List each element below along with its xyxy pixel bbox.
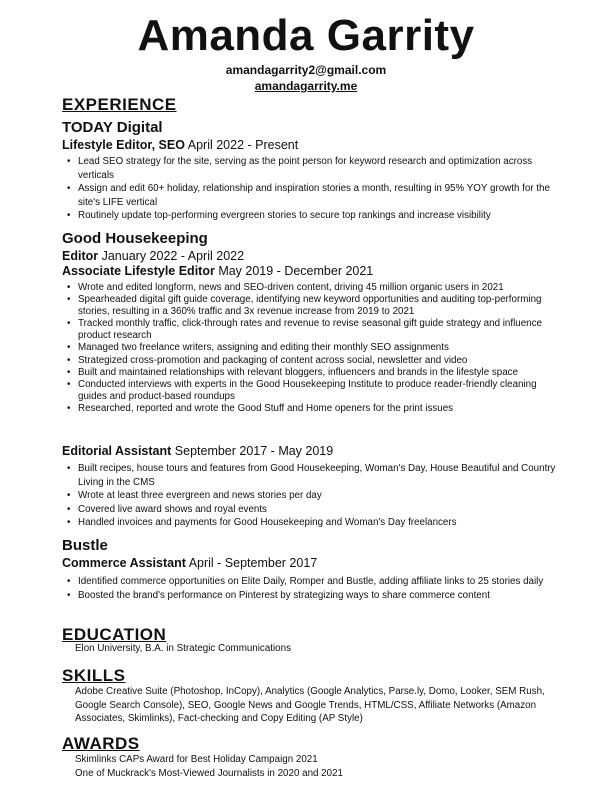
- education-heading: EDUCATION: [62, 625, 167, 644]
- role-title: Lifestyle Editor, SEO: [62, 138, 185, 152]
- bullet-item: • Identified commerce opportunities on Elite Daily, Romper and Bustle, adding affiliate links to 25 stories daily: [78, 575, 568, 589]
- bullet-item: • Wrote at least three evergreen and news stories per day: [78, 489, 568, 503]
- today-bullets: [62, 155, 568, 223]
- bullet-item: • Boosted the brand's performance on Pinterest by strategizing ways to share commerce content: [78, 589, 568, 603]
- bullet-item: • Conducted interviews with experts in the Good Housekeeping Institute to produce reader-friendly cleaning guides and product-based roundups: [78, 379, 568, 403]
- website-link[interactable]: amandagarrity.me: [254, 79, 358, 93]
- role-line: [62, 137, 298, 153]
- bullet-item: • Tracked monthly traffic, click-through rates and revenue to revise seasonal gift guide strategy and influence product research: [78, 318, 568, 342]
- role-line: [62, 443, 333, 459]
- gh-assistant-bullets: [62, 462, 568, 530]
- bullet-item: • Built and maintained relationships with relevant bloggers, influencers and brands in the lifestyle space: [78, 367, 568, 379]
- bullet-item: • Wrote and edited longform, news and SEO-driven content, driving 45 million organic users in 2021: [78, 282, 568, 294]
- bullet-item: • Strategized cross-promotion and packaging of content across social, newsletter and video: [78, 355, 568, 367]
- role-title: Editorial Assistant: [62, 444, 172, 458]
- skills-text: Adobe Creative Suite (Photoshop, InCopy), Analytics (Google Analytics, Parse.ly, Domo, Looker, SEM Rush, Google Search Console), SEO, Google News and Google Trends, HTML/CSS, Affiliate Networks (Amazon Associates, Skimlinks), Fact-checking and Copy Editing (AP Style): [75, 686, 545, 724]
- bustle-bullets: [62, 575, 568, 602]
- bullet-item: • Researched, reported and wrote the Good Stuff and Home openers for the print issues: [78, 403, 568, 415]
- bullet-item: • Assign and edit 60+ holiday, relationship and inspiration stories a month, resulting in 95% YOY growth for the site's LIFE vertical: [78, 182, 568, 209]
- email[interactable]: amandagarrity2@gmail.com: [225, 63, 387, 77]
- role-title: Associate Lifestyle Editor: [62, 264, 215, 278]
- awards-heading: AWARDS: [62, 734, 140, 753]
- skills-heading: SKILLS: [62, 666, 126, 685]
- education-text: Elon University, B.A. in Strategic Communications: [75, 643, 291, 654]
- bullet-item: • Managed two freelance writers, assigning and editing their monthly SEO assignments: [78, 342, 568, 354]
- bullet-item: • Spearheaded digital gift guide coverage, identifying new keyword opportunities and auditing top-performing stories, resulting in a 360% traffic and 3x revenue increase from 2019 to 2021: [78, 294, 568, 318]
- bullet-item: • Handled invoices and payments for Good Housekeeping and Woman's Day freelancers: [78, 516, 568, 530]
- company-bustle: Bustle: [62, 537, 108, 554]
- role-dates: May 2019 - December 2021: [218, 264, 374, 278]
- award-item: One of Muckrack's Most-Viewed Journalists in 2020 and 2021: [75, 768, 343, 779]
- role-line: [62, 555, 317, 571]
- gh-bullets: [62, 282, 568, 415]
- role-title: Editor: [62, 249, 99, 263]
- resume-name: Amanda Garrity: [137, 11, 475, 60]
- company-today: TODAY Digital: [62, 119, 163, 136]
- bullet-item: • Routinely update top-performing evergreen stories to secure top rankings and increase visibility: [78, 209, 568, 223]
- bullet-item: • Lead SEO strategy for the site, serving as the point person for keyword research and optimization across verticals: [78, 155, 568, 182]
- role-title: Commerce Assistant: [62, 556, 186, 570]
- role-dates: April - September 2017: [188, 556, 318, 570]
- experience-heading: EXPERIENCE: [62, 95, 177, 114]
- bullet-item: • Built recipes, house tours and features from Good Housekeeping, Woman's Day, House Beautiful and Country Living in the CMS: [78, 462, 568, 489]
- role-line: [62, 248, 244, 264]
- role-line: [62, 263, 373, 279]
- role-dates: April 2022 - Present: [187, 138, 299, 152]
- company-good-housekeeping: Good Housekeeping: [62, 230, 208, 247]
- role-dates: January 2022 - April 2022: [101, 249, 245, 263]
- award-item: Skimlinks CAPs Award for Best Holiday Campaign 2021: [75, 754, 318, 765]
- awards-list: [75, 753, 555, 781]
- role-dates: September 2017 - May 2019: [174, 444, 334, 458]
- bullet-item: • Covered live award shows and royal events: [78, 503, 568, 517]
